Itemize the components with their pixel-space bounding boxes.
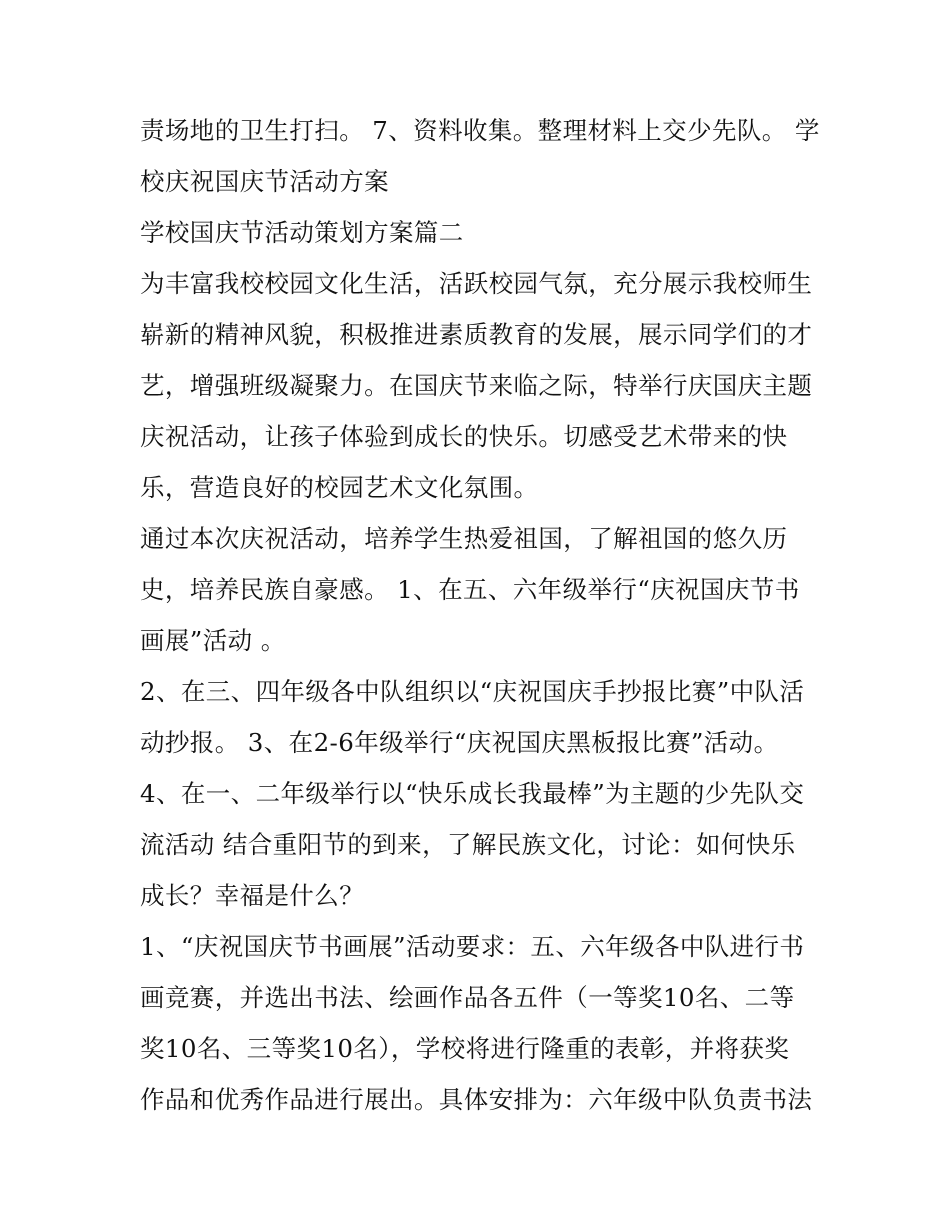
text-line: 责场地的卫生打扫。 7、资料收集。整理材料上交少先队。 学 — [140, 116, 820, 145]
text-line: 为丰富我校校园文化生活，活跃校园气氛，充分展示我校师生 — [140, 269, 813, 298]
text-line: 史，培养民族自豪感。 1、在五、六年级举行“庆祝国庆节书 — [140, 575, 800, 604]
text-line: 崭新的精神风貌，积极推进素质教育的发展，展示同学们的才 — [140, 320, 813, 349]
text-line: 奖10名、三等奖10名），学校将进行隆重的表彰，并将获奖 — [140, 1034, 790, 1063]
text-line: 4、在一、二年级举行以“快乐成长我最棒”为主题的少先队交 — [140, 779, 805, 808]
text-line: 流活动 结合重阳节的到来，了解民族文化，讨论：如何快乐 — [140, 830, 796, 859]
text-line: 2、在三、四年级各中队组织以“庆祝国庆手抄报比赛”中队活 — [140, 677, 805, 706]
text-line: 画竞赛，并选出书法、绘画作品各五件（一等奖10名、二等 — [140, 983, 795, 1012]
text-line: 1、“庆祝国庆节书画展”活动要求：五、六年级各中队进行书 — [140, 932, 805, 961]
text-line: 成长？幸福是什么？ — [140, 881, 365, 910]
text-line: 艺，增强班级凝聚力。在国庆节来临之际，特举行庆国庆主题 — [140, 371, 813, 400]
text-line: 乐，营造良好的校园艺术文化氛围。 — [140, 473, 539, 502]
text-line: 庆祝活动，让孩子体验到成长的快乐。切感受艺术带来的快 — [140, 422, 788, 451]
text-line: 动抄报。 3、在2-6年级举行“庆祝国庆黑板报比赛”活动。 — [140, 728, 779, 757]
text-line: 校庆祝国庆节活动方案 — [140, 167, 389, 196]
text-line: 作品和优秀作品进行展出。具体安排为：六年级中队负责书法 — [140, 1085, 813, 1114]
section-heading: 学校国庆节活动策划方案篇二 — [140, 218, 464, 247]
text-line: 通过本次庆祝活动，培养学生热爱祖国，了解祖国的悠久历 — [140, 524, 788, 553]
text-line: 画展”活动 。 — [140, 626, 286, 655]
